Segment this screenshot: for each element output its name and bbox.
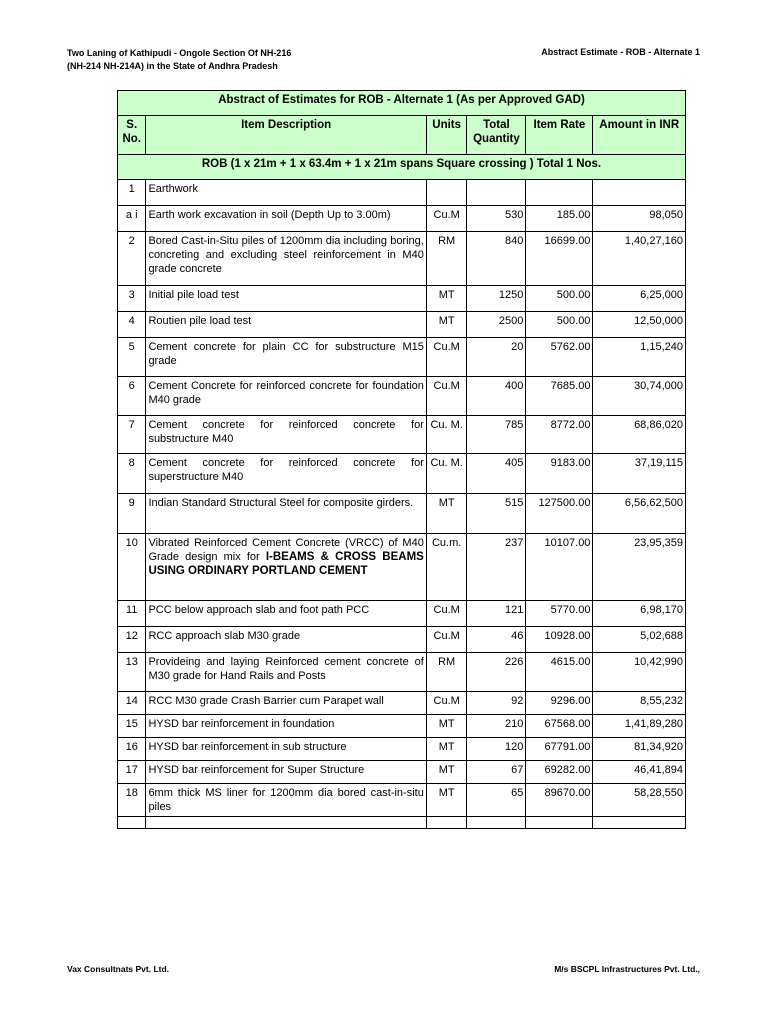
row-sno: 16 (118, 738, 146, 761)
row-sno: 10 (118, 534, 146, 601)
row-description (146, 534, 426, 601)
row-description: HYSD bar reinforcement in sub structure (146, 738, 426, 761)
row-sno: 18 (118, 784, 146, 817)
table-row (118, 454, 686, 494)
row-rate (526, 180, 593, 206)
table-row (118, 653, 686, 692)
row-amount: 23,95,359 (593, 534, 686, 601)
header-project-line2: (NH-214 NH-214A) in the State of Andhra Pradesh (67, 61, 278, 71)
table-spacer-row (118, 817, 686, 829)
header-project-line1: Two Laning of Kathipudi - Ongole Section Of NH-216 (67, 48, 292, 58)
row-amount: 58,28,550 (593, 784, 686, 817)
row-amount: 81,34,920 (593, 738, 686, 761)
row-amount: 46,41,894 (593, 761, 686, 784)
spacer-cell (467, 817, 526, 829)
row-amount (593, 180, 686, 206)
row-quantity: 210 (467, 715, 526, 738)
table-row (118, 738, 686, 761)
row-rate: 69282.00 (526, 761, 593, 784)
row-sno: 8 (118, 454, 146, 494)
row-description: PCC below approach slab and foot path PCC (146, 601, 426, 627)
row-amount: 5,02,688 (593, 627, 686, 653)
row-unit: Cu.M (426, 338, 467, 377)
row-description: 6mm thick MS liner for 1200mm dia bored cast-in-situ piles (146, 784, 426, 817)
row-amount: 37,19,115 (593, 454, 686, 494)
row-quantity: 121 (467, 601, 526, 627)
row-rate: 67568.00 (526, 715, 593, 738)
col-header-amount: Amount in INR (593, 116, 686, 155)
row-sno: 5 (118, 338, 146, 377)
col-header-rate: Item Rate (526, 116, 593, 155)
row-rate: 185.00 (526, 206, 593, 232)
row-rate: 127500.00 (526, 494, 593, 534)
col-header-description: Item Description (146, 116, 426, 155)
row-quantity: 530 (467, 206, 526, 232)
row-amount: 68,86,020 (593, 416, 686, 454)
row-unit (426, 180, 467, 206)
table-row (118, 232, 686, 286)
document-header-left (67, 47, 291, 73)
row-rate: 67791.00 (526, 738, 593, 761)
row-amount: 12,50,000 (593, 312, 686, 338)
row-description: Cement concrete for reinforced concrete for substructure M40 (146, 416, 426, 454)
row-quantity: 840 (467, 232, 526, 286)
row-description-text: Vibrated Reinforced Cement Concrete (VRCC) of M40 Grade design mix for (148, 537, 424, 563)
row-description: RCC M30 grade Crash Barrier cum Parapet wall (146, 692, 426, 715)
row-amount: 8,55,232 (593, 692, 686, 715)
row-description: RCC approach slab M30 grade (146, 627, 426, 653)
row-description-bold: I-BEAMS & CROSS BEAMS USING ORDINARY PORTLAND CEMENT (148, 551, 424, 577)
row-sno: 9 (118, 494, 146, 534)
row-description: Earthwork (146, 180, 426, 206)
row-sno: 1 (118, 180, 146, 206)
row-unit: Cu.M (426, 627, 467, 653)
row-quantity: 65 (467, 784, 526, 817)
row-unit: Cu. M. (426, 454, 467, 494)
abstract-estimate-table (117, 90, 686, 829)
row-rate: 8772.00 (526, 416, 593, 454)
row-sno: 17 (118, 761, 146, 784)
row-quantity: 1250 (467, 286, 526, 312)
col-header-units: Units (426, 116, 467, 155)
table-row (118, 715, 686, 738)
row-unit: MT (426, 738, 467, 761)
spacer-cell (146, 817, 426, 829)
table-row (118, 286, 686, 312)
table-row (118, 627, 686, 653)
row-sno: 14 (118, 692, 146, 715)
row-description: Cement concrete for plain CC for substructure M15 grade (146, 338, 426, 377)
row-rate: 16699.00 (526, 232, 593, 286)
table-row (118, 206, 686, 232)
row-amount: 1,15,240 (593, 338, 686, 377)
row-amount: 6,98,170 (593, 601, 686, 627)
row-unit: Cu.M (426, 601, 467, 627)
row-amount: 10,42,990 (593, 653, 686, 692)
document-header-right: Abstract Estimate - ROB - Alternate 1 (541, 47, 700, 57)
row-rate: 10928.00 (526, 627, 593, 653)
row-amount: 1,40,27,160 (593, 232, 686, 286)
table-row (118, 784, 686, 817)
row-unit: RM (426, 653, 467, 692)
table-row (118, 761, 686, 784)
row-unit: Cu.M (426, 377, 467, 416)
table-row (118, 377, 686, 416)
row-quantity: 515 (467, 494, 526, 534)
row-description: Indian Standard Structural Steel for composite girders. (146, 494, 426, 534)
row-amount: 6,56,62,500 (593, 494, 686, 534)
table-row (118, 416, 686, 454)
table-row (118, 494, 686, 534)
table-row (118, 338, 686, 377)
row-description: Bored Cast-in-Situ piles of 1200mm dia including boring, concreting and excluding steel reinforcement in M40 grade concrete (146, 232, 426, 286)
column-header-row (118, 116, 686, 155)
row-description: Provideing and laying Reinforced cement concrete of M30 grade for Hand Rails and Posts (146, 653, 426, 692)
spacer-cell (593, 817, 686, 829)
row-rate: 4615.00 (526, 653, 593, 692)
table-row (118, 534, 686, 601)
row-amount: 30,74,000 (593, 377, 686, 416)
row-quantity: 92 (467, 692, 526, 715)
table-row (118, 601, 686, 627)
row-quantity: 405 (467, 454, 526, 494)
row-quantity: 2500 (467, 312, 526, 338)
row-rate: 500.00 (526, 286, 593, 312)
row-unit: MT (426, 312, 467, 338)
row-unit: MT (426, 715, 467, 738)
row-sno: 4 (118, 312, 146, 338)
row-unit: MT (426, 286, 467, 312)
row-rate: 5762.00 (526, 338, 593, 377)
row-sno: 11 (118, 601, 146, 627)
spacer-cell (426, 817, 467, 829)
col-header-quantity: Total Quantity (467, 116, 526, 155)
section-title: ROB (1 x 21m + 1 x 63.4m + 1 x 21m spans Square crossing ) Total 1 Nos. (118, 155, 686, 180)
row-unit: MT (426, 761, 467, 784)
row-description: Routien pile load test (146, 312, 426, 338)
row-unit: RM (426, 232, 467, 286)
footer-contractor: M/s BSCPL Infrastructures Pvt. Ltd., (554, 964, 700, 974)
row-unit: MT (426, 784, 467, 817)
table-row (118, 312, 686, 338)
row-quantity: 785 (467, 416, 526, 454)
row-rate: 9296.00 (526, 692, 593, 715)
row-quantity: 20 (467, 338, 526, 377)
footer-consultant: Vax Consultnats Pvt. Ltd. (67, 964, 170, 974)
row-quantity: 400 (467, 377, 526, 416)
row-quantity (467, 180, 526, 206)
row-unit: Cu.M (426, 206, 467, 232)
row-unit: Cu. M. (426, 416, 467, 454)
table-row (118, 692, 686, 715)
row-unit: Cu.M (426, 692, 467, 715)
row-quantity: 226 (467, 653, 526, 692)
table-title-row (118, 91, 686, 116)
row-sno: a i (118, 206, 146, 232)
row-description: Initial pile load test (146, 286, 426, 312)
row-quantity: 67 (467, 761, 526, 784)
row-description: HYSD bar reinforcement for Super Structure (146, 761, 426, 784)
row-sno: 12 (118, 627, 146, 653)
table-title: Abstract of Estimates for ROB - Alternate 1 (As per Approved GAD) (118, 91, 686, 116)
col-header-sno: S. No. (118, 116, 146, 155)
row-sno: 13 (118, 653, 146, 692)
row-rate: 5770.00 (526, 601, 593, 627)
row-description: Cement Concrete for reinforced concrete for foundation M40 grade (146, 377, 426, 416)
row-quantity: 237 (467, 534, 526, 601)
row-unit: Cu.m. (426, 534, 467, 601)
spacer-cell (118, 817, 146, 829)
section-row (118, 155, 686, 180)
row-quantity: 46 (467, 627, 526, 653)
row-sno: 3 (118, 286, 146, 312)
row-amount: 98,050 (593, 206, 686, 232)
row-description: Earth work excavation in soil (Depth Up to 3.00m) (146, 206, 426, 232)
row-amount: 1,41,89,280 (593, 715, 686, 738)
row-rate: 7685.00 (526, 377, 593, 416)
row-description: HYSD bar reinforcement in foundation (146, 715, 426, 738)
row-sno: 15 (118, 715, 146, 738)
row-rate: 10107.00 (526, 534, 593, 601)
row-quantity: 120 (467, 738, 526, 761)
table-row (118, 180, 686, 206)
row-sno: 7 (118, 416, 146, 454)
spacer-cell (526, 817, 593, 829)
row-rate: 89670.00 (526, 784, 593, 817)
row-rate: 9183.00 (526, 454, 593, 494)
row-amount: 6,25,000 (593, 286, 686, 312)
row-description: Cement concrete for reinforced concrete for superstructure M40 (146, 454, 426, 494)
row-unit: MT (426, 494, 467, 534)
row-rate: 500.00 (526, 312, 593, 338)
row-sno: 2 (118, 232, 146, 286)
row-sno: 6 (118, 377, 146, 416)
